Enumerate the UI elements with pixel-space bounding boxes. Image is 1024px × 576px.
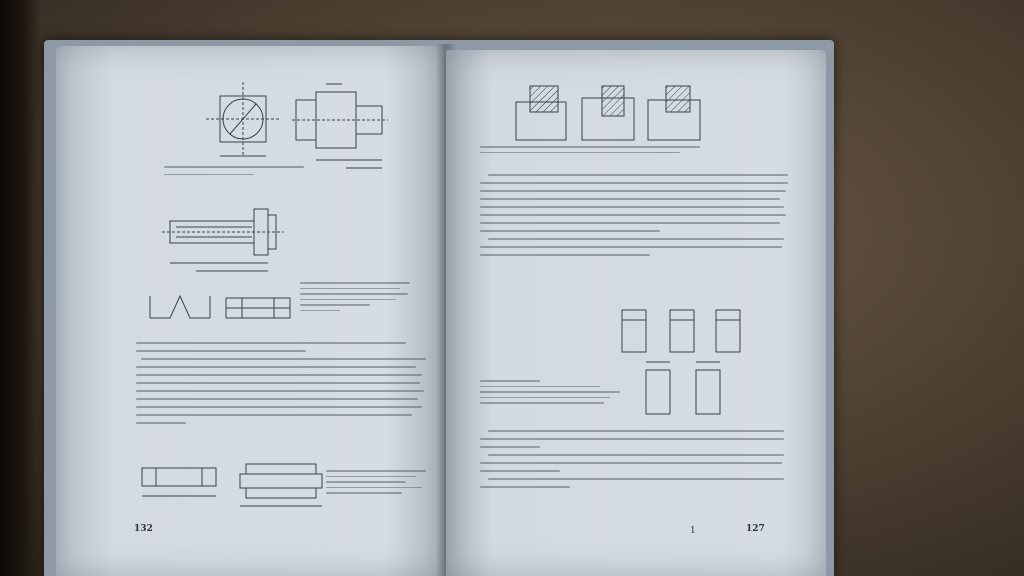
- right-body-text: [480, 174, 800, 262]
- left-page: [56, 46, 444, 576]
- right-page-marker: 1: [690, 526, 696, 536]
- left-page-number: 132: [134, 524, 153, 534]
- tolerance-caption: [480, 380, 630, 408]
- figure-square-and-shaft: [196, 76, 436, 176]
- left-body-text: [136, 342, 426, 430]
- bottom-caption-lines: [326, 470, 436, 498]
- right-lower-text: [480, 430, 800, 494]
- figure-hatched-parts: [506, 78, 706, 148]
- figure-grooves: [146, 282, 296, 332]
- dark-background-edge: [0, 0, 40, 576]
- top-figure-caption: [480, 146, 730, 157]
- figure-tolerance-blocks: [616, 290, 796, 420]
- figure-caption-lines: [300, 282, 420, 315]
- right-page: [446, 50, 826, 576]
- figure-caption-placeholder: [164, 166, 324, 181]
- right-page-number: 127: [746, 524, 765, 534]
- figure-bolt: [156, 201, 296, 281]
